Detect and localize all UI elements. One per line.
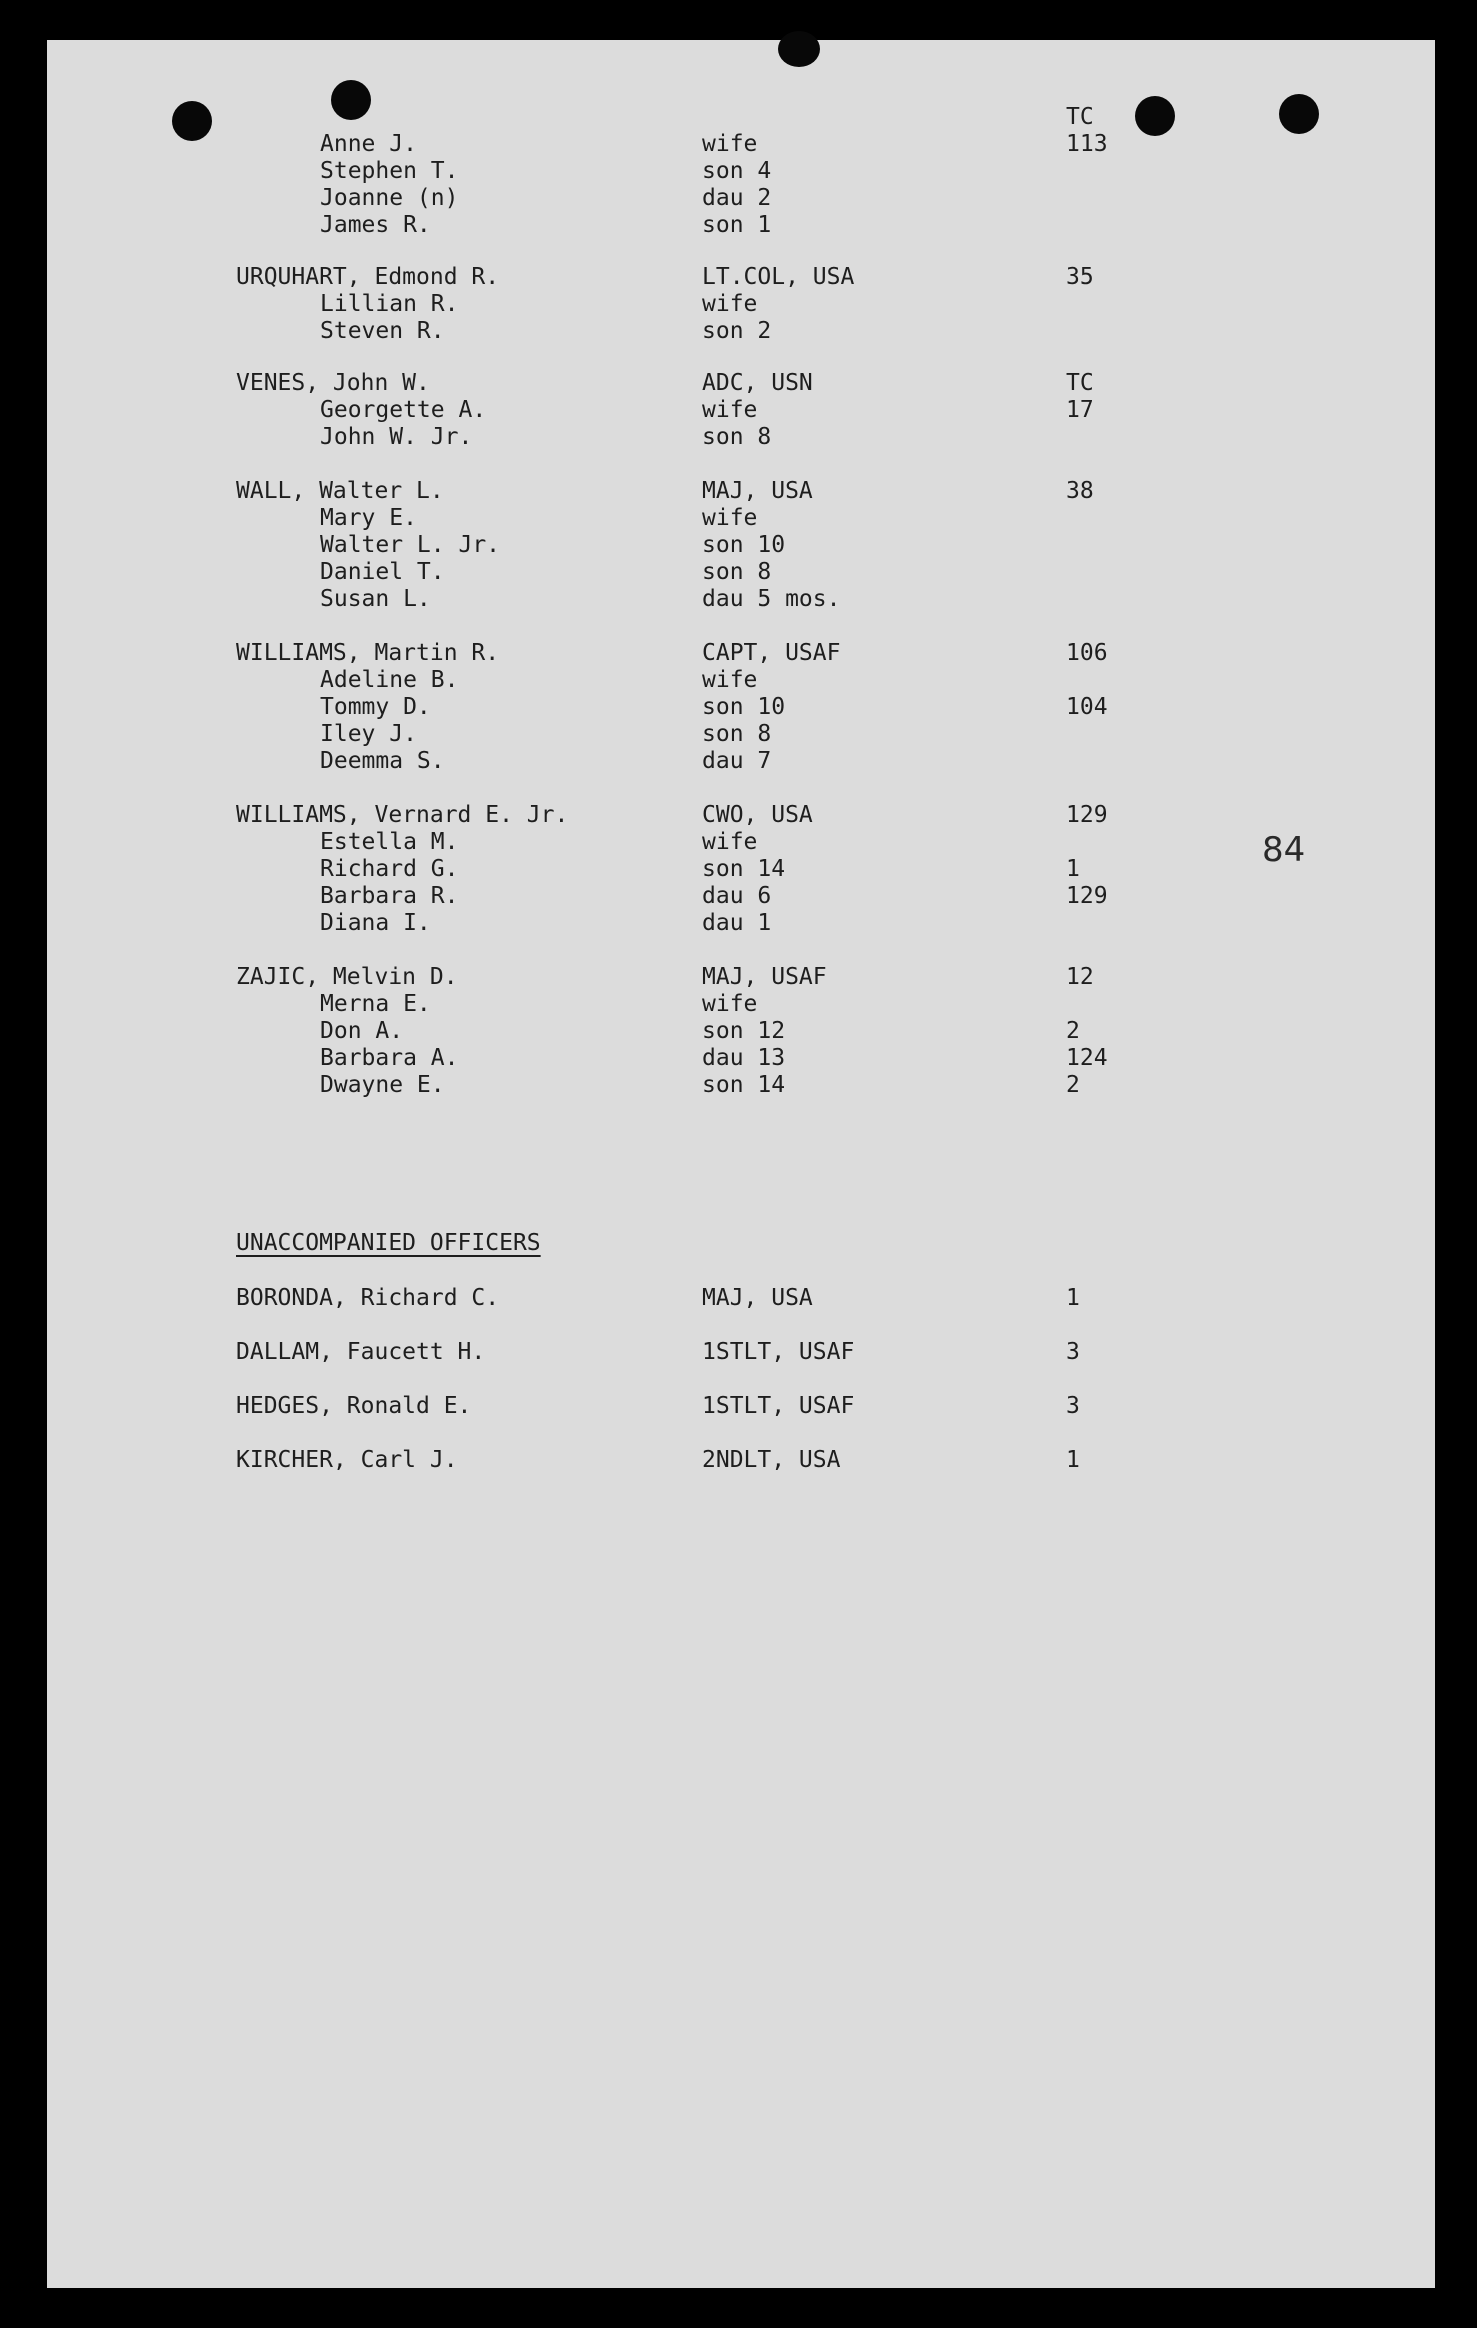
member-row — [0, 667, 1477, 694]
member-name: Richard G. — [320, 856, 459, 882]
member-row — [0, 158, 1477, 185]
officer-row — [0, 1447, 1477, 1474]
member-status: dau 13 — [702, 1045, 786, 1071]
tc-mark: TC — [1066, 370, 1094, 396]
member-number: 17 — [1066, 397, 1094, 423]
member-status: dau 6 — [702, 883, 772, 909]
member-row — [0, 748, 1477, 775]
member-status: son 2 — [702, 318, 772, 344]
officer-number: 1 — [1066, 1447, 1080, 1473]
member-row — [0, 505, 1477, 532]
member-row — [0, 856, 1477, 883]
member-row — [0, 829, 1477, 856]
member-status: LT.COL, USA — [702, 264, 855, 290]
member-name: Barbara R. — [320, 883, 459, 909]
member-row — [0, 397, 1477, 424]
member-name: Dwayne E. — [320, 1072, 445, 1098]
officer-number: 3 — [1066, 1393, 1080, 1419]
officer-status: 2NDLT, USA — [702, 1447, 841, 1473]
member-name: Estella M. — [320, 829, 459, 855]
member-row — [0, 694, 1477, 721]
member-row — [0, 640, 1477, 667]
member-row — [0, 883, 1477, 910]
member-number: 2 — [1066, 1018, 1080, 1044]
member-number: 104 — [1066, 694, 1108, 720]
member-name: Lillian R. — [320, 291, 459, 317]
member-status: son 8 — [702, 721, 772, 747]
member-number: 106 — [1066, 640, 1108, 666]
officer-name: DALLAM, Faucett H. — [236, 1339, 486, 1365]
member-name: Deemma S. — [320, 748, 445, 774]
member-status: CWO, USA — [702, 802, 813, 828]
member-name: Daniel T. — [320, 559, 445, 585]
member-status: son 14 — [702, 1072, 786, 1098]
officer-status: 1STLT, USAF — [702, 1339, 855, 1365]
member-status: son 4 — [702, 158, 772, 184]
member-name: ZAJIC, Melvin D. — [236, 964, 458, 990]
member-status: dau 1 — [702, 910, 772, 936]
member-name: John W. Jr. — [320, 424, 473, 450]
member-name: WILLIAMS, Martin R. — [236, 640, 500, 666]
member-status: son 8 — [702, 559, 772, 585]
member-row — [0, 478, 1477, 505]
page-number: 84 — [1262, 830, 1306, 870]
member-name: URQUHART, Edmond R. — [236, 264, 500, 290]
member-number: 2 — [1066, 1072, 1080, 1098]
member-number: 35 — [1066, 264, 1094, 290]
officer-row — [0, 1285, 1477, 1312]
officer-status: MAJ, USA — [702, 1285, 813, 1311]
member-row — [0, 318, 1477, 345]
member-row — [0, 185, 1477, 212]
member-row — [0, 370, 1477, 397]
member-name: VENES, John W. — [236, 370, 430, 396]
member-name: WALL, Walter L. — [236, 478, 444, 504]
member-name: Steven R. — [320, 318, 445, 344]
member-status: dau 2 — [702, 185, 772, 211]
member-row — [0, 1045, 1477, 1072]
member-name: Anne J. — [320, 131, 417, 157]
section-title: UNACCOMPANIED OFFICERS — [236, 1230, 541, 1256]
member-status: son 10 — [702, 532, 786, 558]
member-status: wife — [702, 397, 758, 423]
officer-row — [0, 1393, 1477, 1420]
family-block — [0, 370, 1477, 451]
member-row — [0, 291, 1477, 318]
member-status: ADC, USN — [702, 370, 813, 396]
officer-number: 1 — [1066, 1285, 1080, 1311]
member-row — [0, 532, 1477, 559]
member-status: wife — [702, 131, 758, 157]
member-row — [0, 424, 1477, 451]
family-block — [0, 802, 1477, 937]
member-row — [0, 559, 1477, 586]
member-name: Merna E. — [320, 991, 431, 1017]
family-block-members — [0, 104, 1477, 239]
member-status: son 12 — [702, 1018, 786, 1044]
family-block — [0, 964, 1477, 1099]
member-row — [0, 802, 1477, 829]
family-block — [0, 264, 1477, 345]
member-row — [0, 131, 1477, 158]
officer-row — [0, 1339, 1477, 1366]
member-name: Mary E. — [320, 505, 417, 531]
member-status: son 14 — [702, 856, 786, 882]
member-status: CAPT, USAF — [702, 640, 841, 666]
member-name: Georgette A. — [320, 397, 487, 423]
member-number: 129 — [1066, 802, 1108, 828]
member-row — [0, 721, 1477, 748]
member-row — [0, 264, 1477, 291]
member-name: Don A. — [320, 1018, 404, 1044]
family-block — [0, 478, 1477, 613]
member-name: Tommy D. — [320, 694, 431, 720]
member-row — [0, 586, 1477, 613]
member-number: 113 — [1066, 131, 1108, 157]
member-status: MAJ, USA — [702, 478, 813, 504]
member-status: son 10 — [702, 694, 786, 720]
member-name: Joanne (n) — [320, 185, 459, 211]
member-status: MAJ, USAF — [702, 964, 827, 990]
member-row — [0, 212, 1477, 239]
member-status: wife — [702, 505, 758, 531]
member-status: dau 5 mos. — [702, 586, 841, 612]
member-name: Susan L. — [320, 586, 431, 612]
member-status: wife — [702, 667, 758, 693]
member-row — [0, 1072, 1477, 1099]
officer-name: BORONDA, Richard C. — [236, 1285, 500, 1311]
officer-name: KIRCHER, Carl J. — [236, 1447, 458, 1473]
member-number: 124 — [1066, 1045, 1108, 1071]
member-status: wife — [702, 829, 758, 855]
member-name: WILLIAMS, Vernard E. Jr. — [236, 802, 569, 828]
officer-number: 3 — [1066, 1339, 1080, 1365]
member-name: Barbara A. — [320, 1045, 459, 1071]
member-name: James R. — [320, 212, 431, 238]
officer-status: 1STLT, USAF — [702, 1393, 855, 1419]
member-status: dau 7 — [702, 748, 772, 774]
member-status: son 1 — [702, 212, 772, 238]
family-block — [0, 640, 1477, 775]
member-name: Stephen T. — [320, 158, 459, 184]
member-row — [0, 1018, 1477, 1045]
member-name: Walter L. Jr. — [320, 532, 501, 558]
member-name: Adeline B. — [320, 667, 459, 693]
member-number: 129 — [1066, 883, 1108, 909]
member-status: wife — [702, 291, 758, 317]
member-number: 1 — [1066, 856, 1080, 882]
member-name: Diana I. — [320, 910, 431, 936]
member-name: Iley J. — [320, 721, 417, 747]
member-row — [0, 910, 1477, 937]
member-number: 12 — [1066, 964, 1094, 990]
member-status: son 8 — [702, 424, 772, 450]
member-number: 38 — [1066, 478, 1094, 504]
officer-name: HEDGES, Ronald E. — [236, 1393, 472, 1419]
member-row — [0, 991, 1477, 1018]
tc-mark: TC — [1066, 104, 1094, 130]
member-row — [0, 964, 1477, 991]
member-status: wife — [702, 991, 758, 1017]
